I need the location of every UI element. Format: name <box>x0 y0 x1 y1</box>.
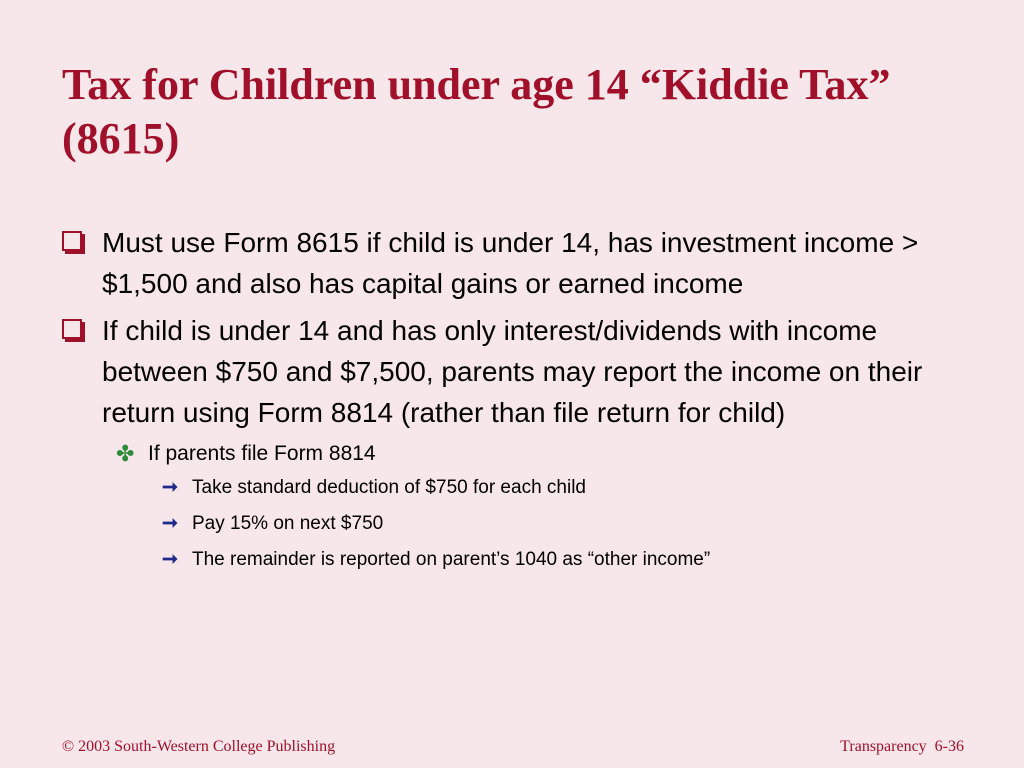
bullet-text: If child is under 14 and has only interest/dividends with income between $750 and $7,500, parents may report the income on their return using Form 8814 (rather than file return for child) <box>102 315 923 428</box>
footer-copyright: © 2003 South-Western College Publishing <box>62 738 336 755</box>
bullet-item <box>62 310 962 433</box>
sub-bullet-item <box>116 439 962 469</box>
sub-sub-bullet-text: The remainder is reported on parent’s 1040 as “other income” <box>192 549 711 570</box>
square-bullet-icon <box>62 319 82 339</box>
arrow-right-icon: ➞ <box>162 513 178 534</box>
clover-cross-icon: ✤ <box>116 441 135 466</box>
sub-sub-bullet-text: Take standard deduction of $750 for each child <box>192 477 586 498</box>
sub-sub-bullet-item <box>162 475 962 501</box>
bullet-text: Must use Form 8615 if child is under 14, has investment income > $1,500 and also has capital gains or earned income <box>102 227 919 299</box>
sub-sub-bullet-item <box>162 511 962 537</box>
arrow-right-icon: ➞ <box>162 549 178 570</box>
bullet-list <box>62 222 962 583</box>
bullet-item <box>62 222 962 304</box>
arrow-right-icon: ➞ <box>162 477 178 498</box>
square-bullet-icon <box>62 231 82 251</box>
sub-sub-bullet-text: Pay 15% on next $750 <box>192 513 384 534</box>
sub-sub-bullet-item <box>162 547 962 573</box>
footer-transparency: Transparency 6-36 <box>840 738 964 755</box>
sub-bullet-text: If parents file Form 8814 <box>148 442 376 465</box>
slide-title: Tax for Children under age 14 “Kiddie Tax” (8615) <box>62 60 891 163</box>
